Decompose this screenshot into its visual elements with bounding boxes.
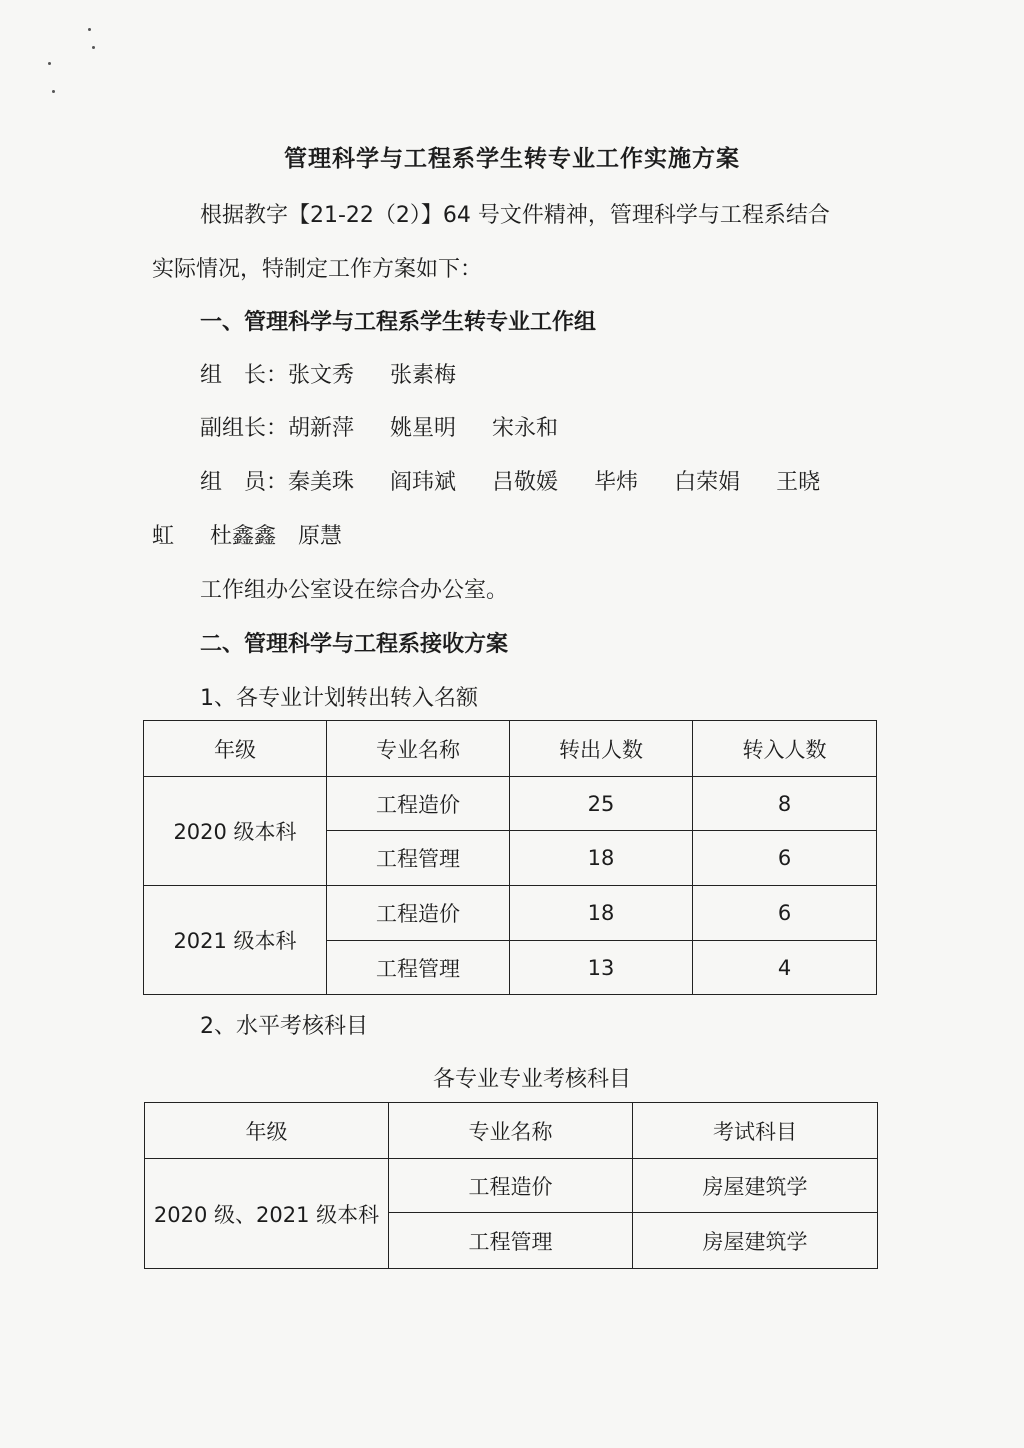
table-row — [144, 886, 877, 941]
grade-cell: 2021 级本科 — [144, 886, 327, 995]
major-cell: 工程造价 — [389, 1159, 633, 1213]
transfer-out-cell: 13 — [510, 941, 693, 995]
scan-speck — [48, 62, 51, 65]
major-cell: 工程管理 — [389, 1213, 633, 1269]
scan-speck — [52, 90, 55, 93]
subject-cell: 房屋建筑学 — [633, 1213, 878, 1269]
transfer-out-cell: 25 — [510, 777, 693, 831]
member-name: 阎玮斌 — [390, 470, 457, 495]
transfer-in-cell: 8 — [693, 777, 877, 831]
table-row — [144, 777, 877, 831]
table2-caption: 各专业专业考核科目 — [432, 1067, 631, 1092]
member-name: 吕敬媛 — [492, 470, 559, 495]
assessment-subject-table — [144, 1102, 878, 1269]
intro-line-2: 实际情况，特制定工作方案如下： — [152, 257, 483, 282]
leader-name: 张文秀 — [288, 363, 355, 388]
transfer-in-cell: 6 — [693, 831, 877, 886]
header-cell: 年级 — [145, 1103, 389, 1159]
transfer-in-cell: 4 — [693, 941, 877, 995]
document-title: 管理科学与工程系学生转专业工作实施方案 — [284, 146, 740, 172]
deputy-name: 宋永和 — [492, 416, 559, 441]
header-cell: 专业名称 — [327, 721, 510, 777]
table-header-row — [145, 1103, 878, 1159]
table-row — [145, 1159, 878, 1213]
section1-heading: 一、管理科学与工程系学生转专业工作组 — [200, 310, 597, 335]
leader-label: 组 长： — [200, 363, 289, 388]
major-cell: 工程管理 — [327, 831, 510, 886]
transfer-quota-table — [143, 720, 877, 995]
deputy-name: 胡新萍 — [288, 416, 355, 441]
header-cell: 专业名称 — [389, 1103, 633, 1159]
table-header-row — [144, 721, 877, 777]
member-name: 原慧 — [298, 524, 343, 549]
deputy-name: 姚星明 — [390, 416, 457, 441]
header-cell: 转出人数 — [510, 721, 693, 777]
transfer-out-cell: 18 — [510, 831, 693, 886]
deputy-line — [200, 411, 594, 442]
grade-cell: 2020 级本科 — [144, 777, 327, 886]
member-name: 王晓 — [776, 470, 821, 495]
member-name: 毕炜 — [594, 470, 639, 495]
member-line-2 — [152, 519, 342, 550]
header-cell: 考试科目 — [633, 1103, 878, 1159]
member-line-1 — [200, 465, 820, 496]
subsection-1-heading: 1、各专业计划转出转入名额 — [200, 686, 478, 711]
section2-heading: 二、管理科学与工程系接收方案 — [200, 632, 509, 657]
member-name: 白荣娟 — [674, 470, 741, 495]
member-name: 秦美珠 — [288, 470, 355, 495]
leader-name: 张素梅 — [390, 363, 457, 388]
member-label: 组 员： — [200, 470, 289, 495]
intro-line-1: 根据教字【21-22（2）】64 号文件精神，管理科学与工程系结合 — [200, 203, 830, 228]
transfer-in-cell: 6 — [693, 886, 877, 941]
office-note: 工作组办公室设在综合办公室。 — [200, 578, 509, 603]
major-cell: 工程管理 — [327, 941, 510, 995]
member-name: 杜鑫鑫 — [210, 524, 277, 549]
scan-speck — [92, 46, 95, 49]
transfer-out-cell: 18 — [510, 886, 693, 941]
header-cell: 转入人数 — [693, 721, 877, 777]
leader-line — [200, 358, 492, 389]
subject-cell: 房屋建筑学 — [633, 1159, 878, 1213]
member-name: 虹 — [152, 524, 175, 549]
header-cell: 年级 — [144, 721, 327, 777]
subsection-2-heading: 2、水平考核科目 — [200, 1014, 368, 1039]
deputy-label: 副组长： — [200, 416, 289, 441]
major-cell: 工程造价 — [327, 777, 510, 831]
grade-cell: 2020 级、2021 级本科 — [145, 1159, 389, 1269]
scan-speck — [88, 28, 91, 31]
major-cell: 工程造价 — [327, 886, 510, 941]
